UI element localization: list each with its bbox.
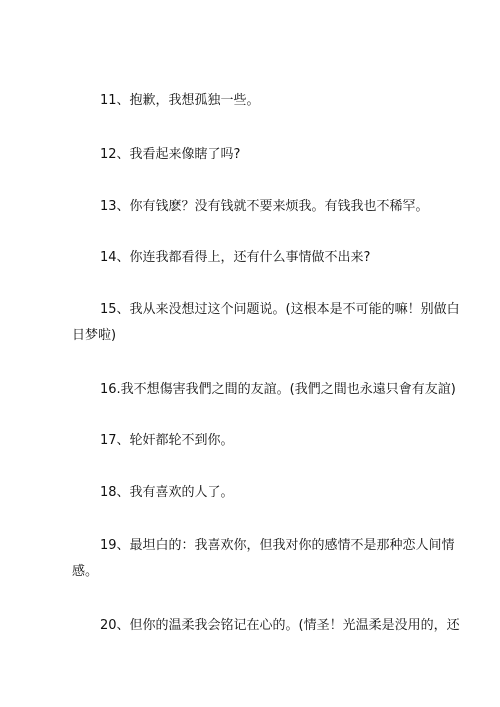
item-text-line: 18、我有喜欢的人了。 xyxy=(100,485,234,500)
item-text-continuation: 日梦啦) xyxy=(72,328,117,343)
list-item xyxy=(72,194,456,220)
list-item xyxy=(72,297,460,349)
list-item xyxy=(72,480,456,506)
item-text-line: 19、最坦白的：我喜欢你，但我对你的感情不是那种恋人间情 xyxy=(100,538,455,553)
item-text-line: 17、轮奸都轮不到你。 xyxy=(100,433,234,448)
list-item xyxy=(72,377,456,403)
list-item xyxy=(72,533,455,585)
list-item xyxy=(72,245,456,271)
list-item xyxy=(72,428,456,454)
item-text-line: 12、我看起来像瞎了吗? xyxy=(100,147,241,162)
item-text-line: 11、抱歉，我想孤独一些。 xyxy=(100,93,260,108)
item-text-line: 20、但你的温柔我会铭记在心的。(情圣！光温柔是没用的，还 xyxy=(100,618,460,633)
item-text-line: 13、你有钱麽？没有钱就不要来烦我。有钱我也不稀罕。 xyxy=(100,199,429,214)
item-text-line: 14、你连我都看得上，还有什么事情做不出来? xyxy=(100,250,371,265)
item-text-continuation: 感。 xyxy=(72,564,99,579)
item-text-line: 16.我不想傷害我們之間的友誼。(我們之間也永遠只會有友誼) xyxy=(100,382,456,397)
list-item xyxy=(72,142,456,168)
item-text-line: 15、我从来没想过这个问题说。(这根本是不可能的嘛！别做白 xyxy=(100,302,460,317)
list-item xyxy=(72,613,460,639)
list-item xyxy=(72,88,456,114)
